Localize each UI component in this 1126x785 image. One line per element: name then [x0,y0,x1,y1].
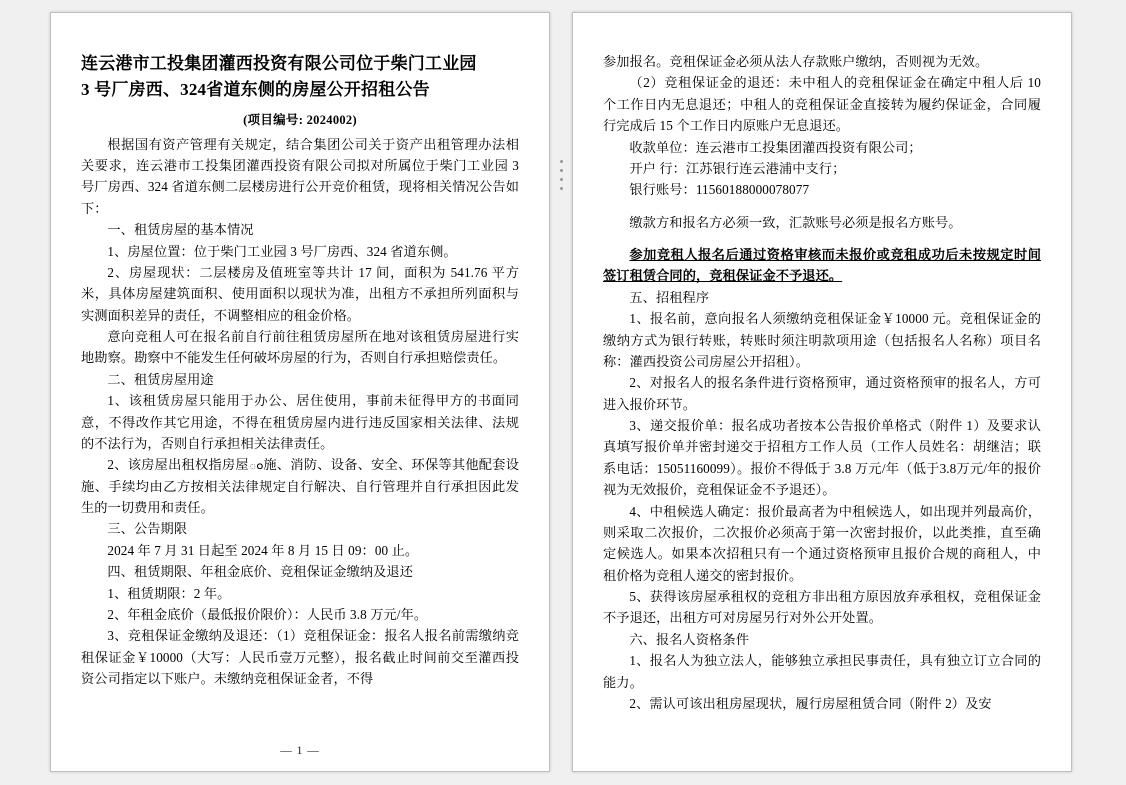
paragraph: 缴款方和报名方必须一致，汇款账号必须是报名方账号。 [629,214,962,230]
title-line-1: 连云港市工投集团灌西投资有限公司位于柴门工业园 [81,54,477,73]
paragraph: 2、年租金底价（最低报价限价）：人民币 3.8 万元/年。 [107,606,428,622]
page-number-left: — 1 — [280,745,320,757]
paragraph: 2、该房屋出租权指房屋ం施、消防、设备、安全、环保等其他配套设施、手续均由乙方按相关法律规定自行解决、自行管理并自行承担因此发生的一切费用和责任。 [81,457,519,516]
page-splitter-handle[interactable] [556,160,566,190]
spacer [603,201,1041,212]
paragraph: 1、房屋位置：位于柴门工业园 3 号厂房西、324 省道东侧。 [107,243,457,259]
paragraph: 2024 年 7 月 31 日起至 2024 年 8 月 15 日 09：00 止。 [107,542,419,558]
document-page-1 [50,12,550,772]
paragraph: 2、对报名人的报名条件进行资格预审，通过资格预审的报名人，方可进入报价环节。 [603,375,1041,412]
paragraph: 5、获得该房屋承租权的竞租方非出租方原因放弃承租权，竞租保证金不予退还，出租方可对房屋另行对外公开处置。 [603,589,1041,626]
bank-account-line: 银行账号：11560188000078077 [629,182,810,198]
section-heading-6: 六、报名人资格条件 [629,631,749,647]
paragraph: 3、竞租保证金缴纳及退还：（1）竞租保证金：报名人报名前需缴纳竞租保证金￥10000（大写：人民币壹万元整），报名截止时间前交至灌西投资公司指定以下账户。未缴纳竞租保证金者，不得 [81,628,519,687]
paragraph: 2、房屋现状：二层楼房及值班室等共计 17 间，面积为 541.76 平方米，具体房屋建筑面积、使用面积以现状为准，出租方不承担所列面积与实测面积差异的责任，不调整相应的租金价格。 [81,264,519,323]
splitter-dot [560,169,563,172]
spacer [603,233,1041,244]
section-heading-5: 五、招租程序 [629,289,710,305]
bank-branch-line: 开户 行：江苏银行连云港浦中支行； [629,160,846,176]
page-title [81,51,519,104]
payee-line: 收款单位：连云港市工投集团灌西投资有限公司； [629,139,922,155]
paragraph: （2）竞租保证金的退还：未中租人的竞租保证金在确定中租人后 10 个工作日内无息退还；中租人的竞租保证金直接转为履约保证金，合同履行完成后 15 个工作日内原账户无息退还。 [603,75,1041,134]
paragraph: 1、该租赁房屋只能用于办公、居住使用，事前未征得甲方的书面同意，不得改作其它用途，不得在租赁房屋内进行违反国家相关法律、法规的不法行为，否则自行承担相关法律责任。 [81,393,519,451]
paragraph: 意向竞租人可在报名前自行前往租赁房屋所在地对该租赁房屋进行实地勘察。勘察中不能发生任何破坏房屋的行为，否则自行承担赔偿责任。 [81,329,519,366]
page-1-content [51,13,549,771]
project-number: (项目编号: 2024002) [243,112,357,127]
title-line-2: 3 号厂房西、324省道东侧的房屋公开招租公告 [81,80,430,100]
paragraph: 根据国有资产管理有关规定，结合集团公司关于资产出租管理办法相关要求，连云港市工投集团灌西投资有限公司拟对所属位于柴门工业园 3 号厂房西、324 省道东侧二层楼房进行公开竞价租赁，现将相关情况公告如下： [81,136,519,216]
emphasis-paragraph: 参加竞租人报名后通过资格审核而未报价或竞租成功后未按规定时间签订租赁合同的，竞租保证金不予退还。 [603,247,1041,284]
section-heading-3: 三、公告期限 [107,521,188,537]
section-heading-4: 四、租赁期限、年租金底价、竞租保证金缴纳及退还 [107,564,414,580]
splitter-dot [560,178,563,181]
page-2-content [573,13,1071,771]
splitter-dot [560,160,563,163]
paragraph: 1、报名前，意向报名人须缴纳竞租保证金￥10000 元。竞租保证金的缴纳方式为银行转账，转账时须注明款项用途（包括报名人名称）项目名称：灌西投资公司房屋公开招租）。 [603,311,1041,369]
paragraph: 参加报名。竞租保证金必须从法人存款账户缴纳，否则视为无效。 [603,54,989,69]
section-heading-1: 一、租赁房屋的基本情况 [107,222,254,238]
paragraph: 3、递交报价单：报名成功者按本公告报价单格式（附件 1）及要求认真填写报价单并密封递交于招租方工作人员（工作人员姓名：胡继洁；联系电话：15051160099）。报价不得低于 3.8 万元/年（低于3.8万元/年的报价视为无效报价，竞租保证金不予退还）。 [603,418,1041,498]
document-page-2 [572,12,1072,772]
section-heading-2: 二、租赁房屋用途 [107,371,214,387]
paragraph: 1、报名人为独立法人，能够独立承担民事责任，具有独立订立合同的能力。 [603,653,1041,690]
paragraph: 4、中租候选人确定：报价最高者为中租候选人，如出现并列最高价，则采取二次报价，二次报价必须高于第一次密封报价，以此类推，直至确定候选人。如果本次招租只有一个通过资格预审且报价合规的商租人，中租价格为竞租人递交的密封报价。 [603,503,1041,583]
splitter-dot [560,187,563,190]
paragraph: 1、租赁期限：2 年。 [107,585,231,601]
paragraph: 2、需认可该出租房屋现状，履行房屋租赁合同（附件 2）及安 [629,695,992,711]
